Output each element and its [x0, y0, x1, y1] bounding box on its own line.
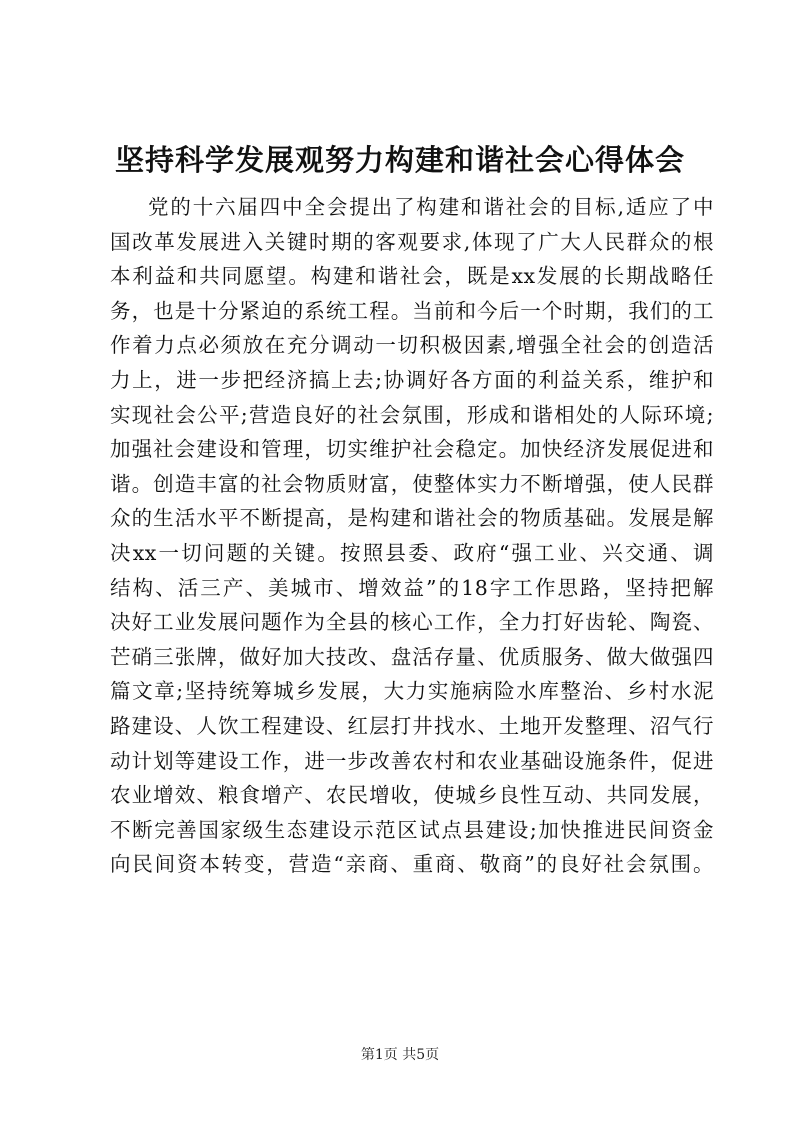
text-line: 众的生活水平不断提高，是构建和谐社会的物质基础。发展是解 [110, 506, 714, 531]
text-line: 动计划等建设工作，进一步改善农村和农业基础设施条件，促进 [110, 748, 714, 773]
text-line: 不断完善国家级生态建设示范区试点县建设;加快推进民间资金 [110, 817, 714, 842]
text-line: 作着力点必须放在充分调动一切积极因素,增强全社会的创造活 [110, 333, 714, 358]
text-line: 农业增效、粮食增产、农民增收，使城乡良性互动、共同发展， [110, 783, 714, 808]
text-line: 实现社会公平;营造良好的社会氛围，形成和谐相处的人际环境; [110, 402, 714, 427]
text-line: 国改革发展进入关键时期的客观要求,体现了广大人民群众的根 [110, 229, 714, 254]
text-line: 结构、活三产、美城市、增效益”的18字工作思路，坚持把解 [110, 575, 714, 600]
text-line: 芒硝三张牌，做好加大技改、盘活存量、优质服务、做大做强四 [110, 644, 714, 669]
document-title: 坚持科学发展观努力构建和谐社会心得体会 [114, 143, 685, 177]
text-line: 务，也是十分紧迫的系统工程。当前和今后一个时期，我们的工 [110, 298, 714, 323]
body-paragraph [110, 190, 714, 882]
text-line: 路建设、人饮工程建设、红层打井找水、土地开发整理、沼气行 [110, 713, 714, 738]
text-line: 决xx一切问题的关键。按照县委、政府“强工业、兴交通、调 [110, 540, 714, 565]
text-line: 向民间资本转变，营造“亲商、重商、敬商”的良好社会氛围。 [110, 852, 714, 877]
text-line: 本利益和共同愿望。构建和谐社会，既是xx发展的长期战略任 [110, 264, 714, 289]
text-line: 谐。创造丰富的社会物质财富，使整体实力不断增强，使人民群 [110, 471, 714, 496]
text-line: 篇文章;坚持统筹城乡发展，大力实施病险水库整治、乡村水泥 [110, 679, 714, 704]
text-line: 决好工业发展问题作为全县的核心工作，全力打好齿轮、陶瓷、 [110, 610, 714, 635]
page-footer: 第1页 共5页 [360, 1047, 440, 1063]
text-line: 力上，进一步把经济搞上去;协调好各方面的利益关系，维护和 [110, 367, 714, 392]
text-line: 加强社会建设和管理，切实维护社会稳定。加快经济发展促进和 [110, 437, 714, 462]
text-line: 党的十六届四中全会提出了构建和谐社会的目标,适应了中 [148, 195, 714, 219]
